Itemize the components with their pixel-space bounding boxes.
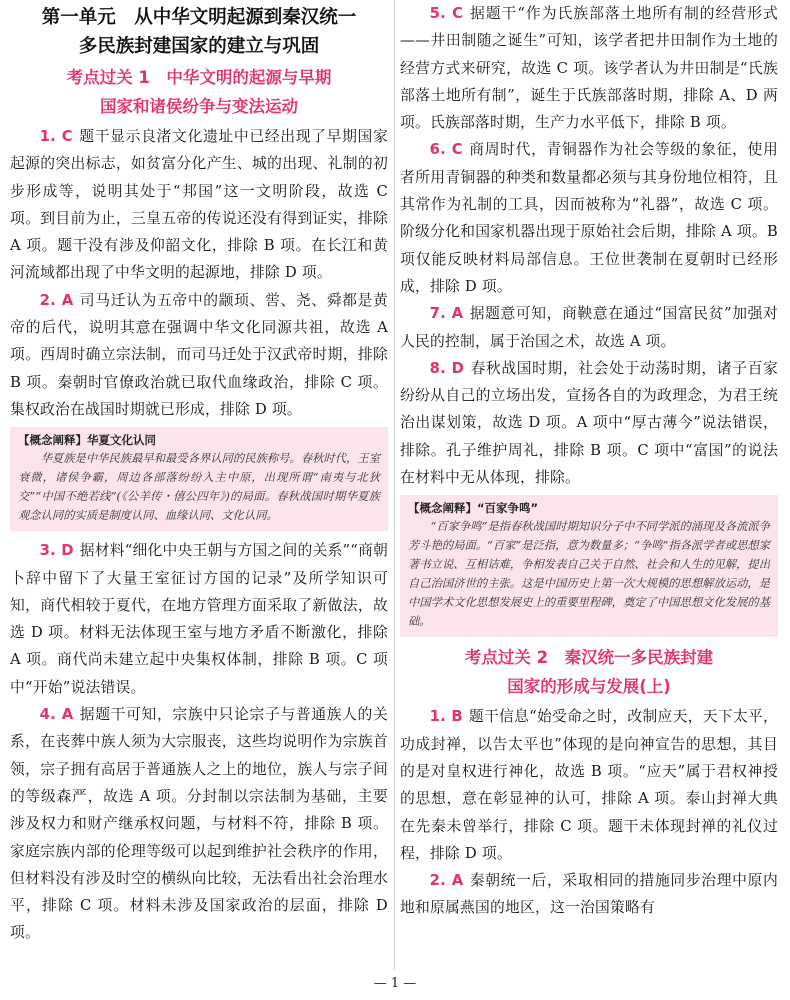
- left-column: [10, 0, 388, 947]
- right-column: [400, 0, 778, 922]
- answer-item-3: [10, 537, 388, 701]
- answer-item-s2-1: [400, 703, 778, 867]
- answer-text: 春秋战国时期，社会处于动荡时期，诸子百家纷纷从自己的立场出发，宣扬各自的为政理念，为君王统治出谋划策，故选 D 项。A 项中“厚古薄今”说法错误，排除。孔子维护周礼，排除 B 项。C 项中“富国”的说法在材料中无从体现，排除。: [400, 359, 778, 487]
- answer-text: 司马迁认为五帝中的颛顼、喾、尧、舜都是黄帝的后代，说明其意在强调中华文化同源共祖，故选 A 项。西周时确立宗法制，而司马迁处于汉武帝时期，排除 B 项。秦朝时官僚政治就已取代血缘政治，排除 C 项。集权政治在战国时期就已形成，排除 D 项。: [10, 291, 388, 418]
- unit-title-line2: 多民族封建国家的建立与巩固: [78, 36, 320, 57]
- concept-text: “百家争鸣”是指春秋战国时期知识分子中不同学派的涌现及各流派争芳斗艳的局面。“百家”是泛指，意为数量多；“争鸣”指各派学者或思想家著书立说、互相诘难，争相发表自己关于自然、社会和人生的见解，提出自己治国济世的主张。这是中国历史上第一次大规模的思想解放运动，是中国学术文化思想发展史上的重要里程碑，奠定了中国思想文化发展的基础。: [408, 520, 771, 629]
- answer-text: 据题意可知，商鞅意在通过“国富民贫”加强对人民的控制，属于治国之术，故选 A 项。: [400, 305, 778, 350]
- section-title-1-line2: 国家和诸侯纷争与变法运动: [100, 97, 298, 116]
- answer-text: 据题干“作为氏族部落土地所有制的经营形式——井田制随之诞生”可知，该学者把井田制作为土地的经营方式来研究，故选 C 项。该学者认为井田制是“氏族部落土地所有制”，诞生于氏族部落时期，排除 A、D 两项。氏族部落时期，生产力水平低下，排除 B 项。: [400, 5, 778, 132]
- concept-box-huaxia: [10, 427, 388, 531]
- answer-item-8: [400, 355, 778, 491]
- answer-text: 秦朝统一后，采取相同的措施同步治理中原内地和原属燕国的地区，这一治国策略有: [400, 872, 778, 917]
- answer-item-1: [10, 123, 388, 287]
- answer-item-4: [10, 701, 388, 947]
- concept-box-baijia: [400, 495, 778, 637]
- answer-label: 3. D: [39, 542, 74, 560]
- section-title-1-line1: 考点过关 1 中华文明的起源与早期: [66, 68, 332, 87]
- answer-text: 题干显示良渚文化遗址中已经出现了早期国家起源的突出标志，如贫富分化产生、城的出现、礼制的初步形成等，说明其处于“邦国”这一文明阶段，故选 C 项。到目前为止，三皇五帝的传说还没有得到证实，排除 A 项。题干没有涉及仰韶文化，排除 B 项。在长江和黄河流域都出现了中华文明的起源地，排除 D 项。: [10, 128, 388, 282]
- concept-heading: 【概念阐释】华夏文化认同: [18, 433, 156, 448]
- answer-label: 8. D: [429, 359, 465, 377]
- answer-label: 1. B: [429, 708, 463, 726]
- answer-label: 5. C: [429, 5, 464, 22]
- page-number: — 1 —: [373, 976, 417, 991]
- answer-item-6: [400, 136, 778, 300]
- answer-text: 据题干可知，宗族中只论宗子与普通族人的关系，在丧葬中族人须为大宗服丧，这些均说明作为宗族首领，宗子拥有高居于普通族人之上的地位，族人与宗子间的等级森严，故选 A 项。分封制以宗法制为基础，主要涉及权力和财产继承权问题，与材料不符，排除 B 项。家庭宗族内部的伦理等级可以起到维护社会秩序的作用，但材料没有涉及时空的横纵向比较，无法看出社会治理水平，排除 C 项。材料未涉及国家政治的层面，排除 D 项。: [10, 706, 388, 942]
- concept-heading: 【概念阐释】“百家争鸣”: [408, 501, 539, 516]
- answer-item-2: [10, 287, 388, 423]
- section-title-2: [400, 643, 778, 701]
- section-title-2-line1: 考点过关 2 秦汉统一多民族封建: [464, 648, 714, 668]
- section-title-2-line2: 国家的形成与发展(上): [507, 677, 671, 697]
- answer-label: 6. C: [429, 141, 463, 159]
- column-divider: [394, 0, 395, 970]
- answer-label: 4. A: [39, 706, 74, 724]
- answer-label: 2. A: [429, 872, 464, 890]
- unit-title-line1: 第一单元 从中华文明起源到秦汉统一: [41, 7, 357, 28]
- answer-item-s2-2: [400, 867, 778, 922]
- unit-title: [10, 3, 388, 61]
- answer-item-7: [400, 300, 778, 355]
- section-title-1: [10, 63, 388, 121]
- answer-label: 7. A: [429, 305, 464, 323]
- answer-label: 2. A: [39, 291, 74, 309]
- answer-item-5: [400, 0, 778, 136]
- answer-text: 题干信息“始受命之时，改制应天，天下太平，功成封禅，以告太平也”体现的是向神宣告的思想，其目的是对皇权进行神化，故选 B 项。“应天”属于君权神授的思想，意在彰显神的认可，排除 A 项。泰山封禅大典在先秦未曾举行，排除 C 项。题干未体现封禅的礼仪过程，排除 D 项。: [400, 708, 778, 862]
- answer-text: 商周时代，青铜器作为社会等级的象征，使用者所用青铜器的种类和数量都必须与其身份地位相符，且其常作为礼制的工具，因而被称为“礼器”，故选 C 项。阶级分化和国家机器出现于原始社会后期，排除 A 项。B 项仅能反映材料局部信息。王位世袭制在夏朝时已经形成，排除 D 项。: [400, 141, 778, 295]
- answer-label: 1. C: [39, 128, 73, 145]
- answer-text: 据材料“细化中央王朝与方国之间的关系”“商朝卜辞中留下了大量王室征讨方国的记录”及所学知识可知，商代相较于夏代，在地方管理方面采取了新做法，故选 D 项。材料无法体现王室与地方矛盾不断激化，排除 A 项。商代尚未建立起中央集权体制，排除 B 项。C 项中“开始”说法错误。: [10, 542, 388, 696]
- concept-text: 华夏族是中华民族最早和最受各界认同的民族称号。春秋时代，王室衰微，诸侯争霸，周边各部落纷纷入主中原，出现所谓“南夷与北狄交”“中国不绝若线”(《公羊传・僖公四年》)的局面。春秋战国时期华夏族观念认同的实质是制度认同、血缘认同、文化认同。: [18, 452, 380, 523]
